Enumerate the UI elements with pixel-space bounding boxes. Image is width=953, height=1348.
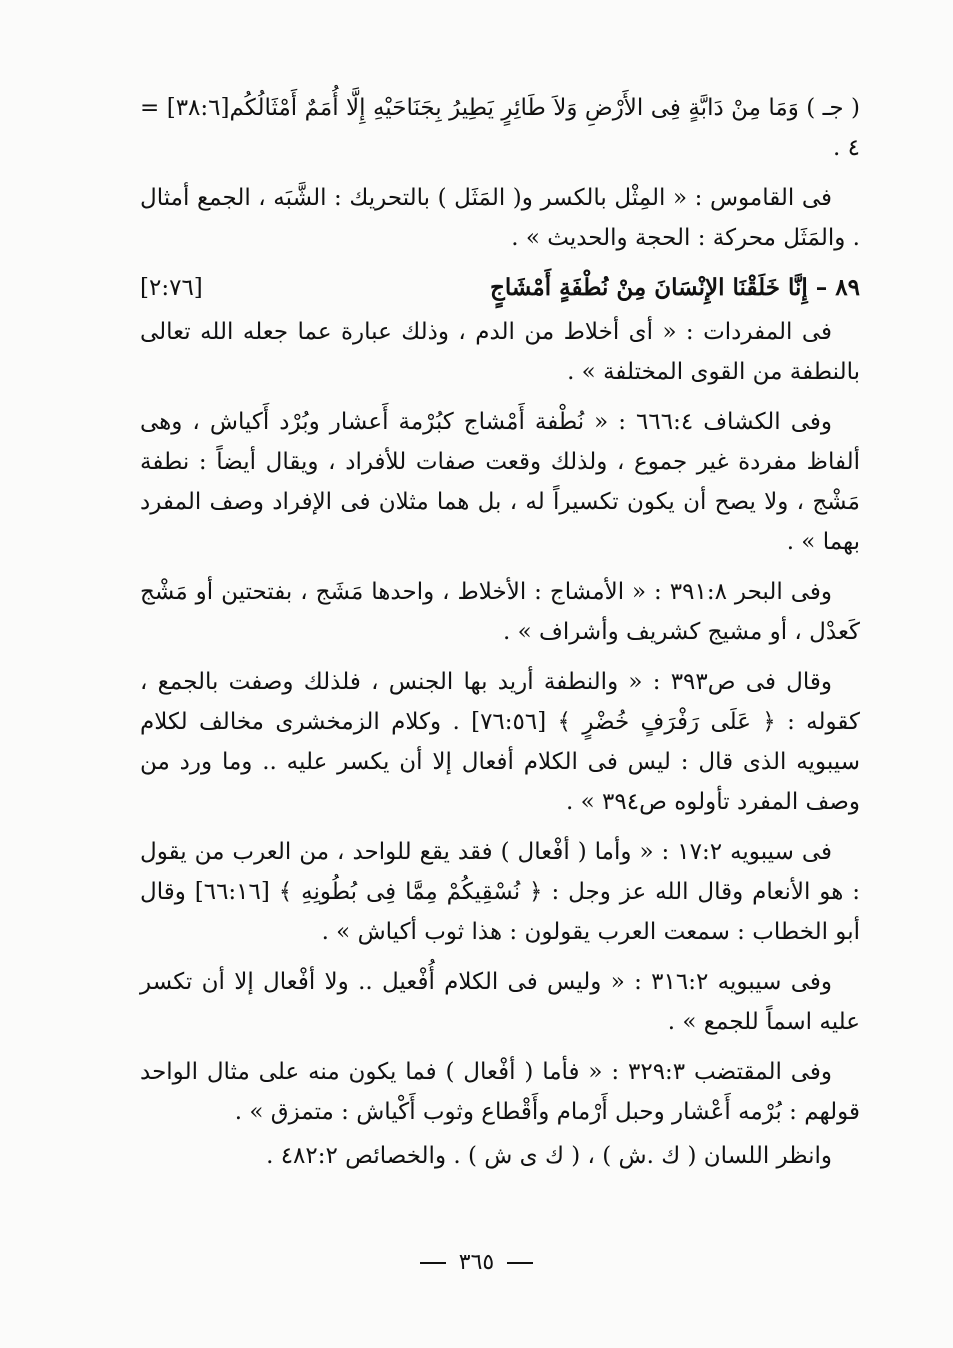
- sibawayh-paragraph-1: فى سيبويه ١٧:٢ : « وأما ( أفْعال ) فقد يقع للواحد ، من العرب من يقول : هو الأنعام وقال الله عز وجل : ﴿ نُسْقِيكُمْ مِمَّا فِى بُطُونِهِ ﴾ [٦٦:١٦] وقال أبو الخطاب : سمعت العرب يقولون : هذا ثوب أكياش » .: [140, 839, 860, 945]
- verse-89-line: [140, 268, 860, 308]
- right-dash: [420, 1262, 446, 1264]
- sibawayh-paragraph-2: وفى سيبويه ٣١٦:٢ : « وليس فى الكلام أُفْعيل .. ولا أفْعال إلا أن تكسر عليه اسماً للجمع » .: [140, 969, 860, 1035]
- lisan-paragraph: وانظر اللسان ( ك .ش ) ، ( ك ى ش ) . والخصائص ٤٨٢:٢ .: [266, 1143, 832, 1169]
- qamus-paragraph: فى القاموس : « المِثْل بالكسر و( المَثَل ) بالتحريك : الشَّبَه ، الجمع أمثال . والمَثَل محركة : الحجة والحديث » .: [140, 185, 860, 251]
- verse-89-text: ٨٩ – إِنَّا خَلَقْنَا الإِنْسَانَ مِنْ نُطْفَةٍ أَمْشَاجٍ: [490, 274, 860, 301]
- left-dash: [507, 1262, 533, 1264]
- kashshaf-paragraph: وفى الكشاف ٦٦٦:٤ : « نُطْفة أَمْشاج كبُرْمة أَعشار وبُرْد أَكياش ، وهى ألفاظ مفردة غير جموع ، ولذلك وقعت صفات للأفراد ، ويقال أيضاً : نطفة مَشْج ، ولا يصح أن يكون تكسيراً له ، بل هما مثلان فى الإفراد وصف المفرد بهما » .: [140, 409, 860, 555]
- page-number-value: ٣٦٥: [458, 1250, 495, 1275]
- verse-89-reference: [٢:٧٦]: [140, 275, 203, 301]
- verse-paragraph: ( جـ ) وَمَا مِنْ دَابَّةٍ فِى الأَرْضِ وَلاَ طَائِرٍ يَطِيرُ بِجَنَاحَيْهِ إِلَّا أُمَمٌ أَمْثَالُكُم[٣٨:٦] = ٤ .: [140, 95, 861, 161]
- muqtadab-paragraph: وفى المقتضب ٣٢٩:٣ : « فأما ( أفْعال ) فما يكون منه على مثال الواحد قولهم : بُرْمه أَعْشار وحبل أَرْمام وأَقْطاع وثوب أَكْياش : متمزق » .: [140, 1059, 860, 1125]
- page-body: [140, 88, 860, 1186]
- page-number: [0, 1248, 953, 1278]
- bahr-paragraph: وفى البحر ٣٩١:٨ : « الأمشاج : الأخلاط ، واحدها مَشَج ، بفتحتين أو مَشْج كَعدْل ، أو مشيج كشريف وأشراف » .: [140, 579, 860, 645]
- qala-paragraph: وقال فى ص٣٩٣ : « والنطفة أريد بها الجنس ، فلذلك وصفت بالجمع ، كقوله : ﴿ عَلَى رَفْرَفٍ خُضْرٍ ﴾ [٧٦:٥٦] . وكلام الزمخشرى مخالف لكلام سيبويه الذى قال : ليس فى الكلام أفعال إلا أن يكسر عليه .. وما ورد من وصف المفرد تأولوه ص٣٩٤ » .: [140, 669, 860, 815]
- mufradat-paragraph: فى المفردات : « أى أخلاط من الدم ، وذلك عبارة عما جعله الله تعالى بالنطفة من القوى المختلفة » .: [140, 319, 860, 385]
